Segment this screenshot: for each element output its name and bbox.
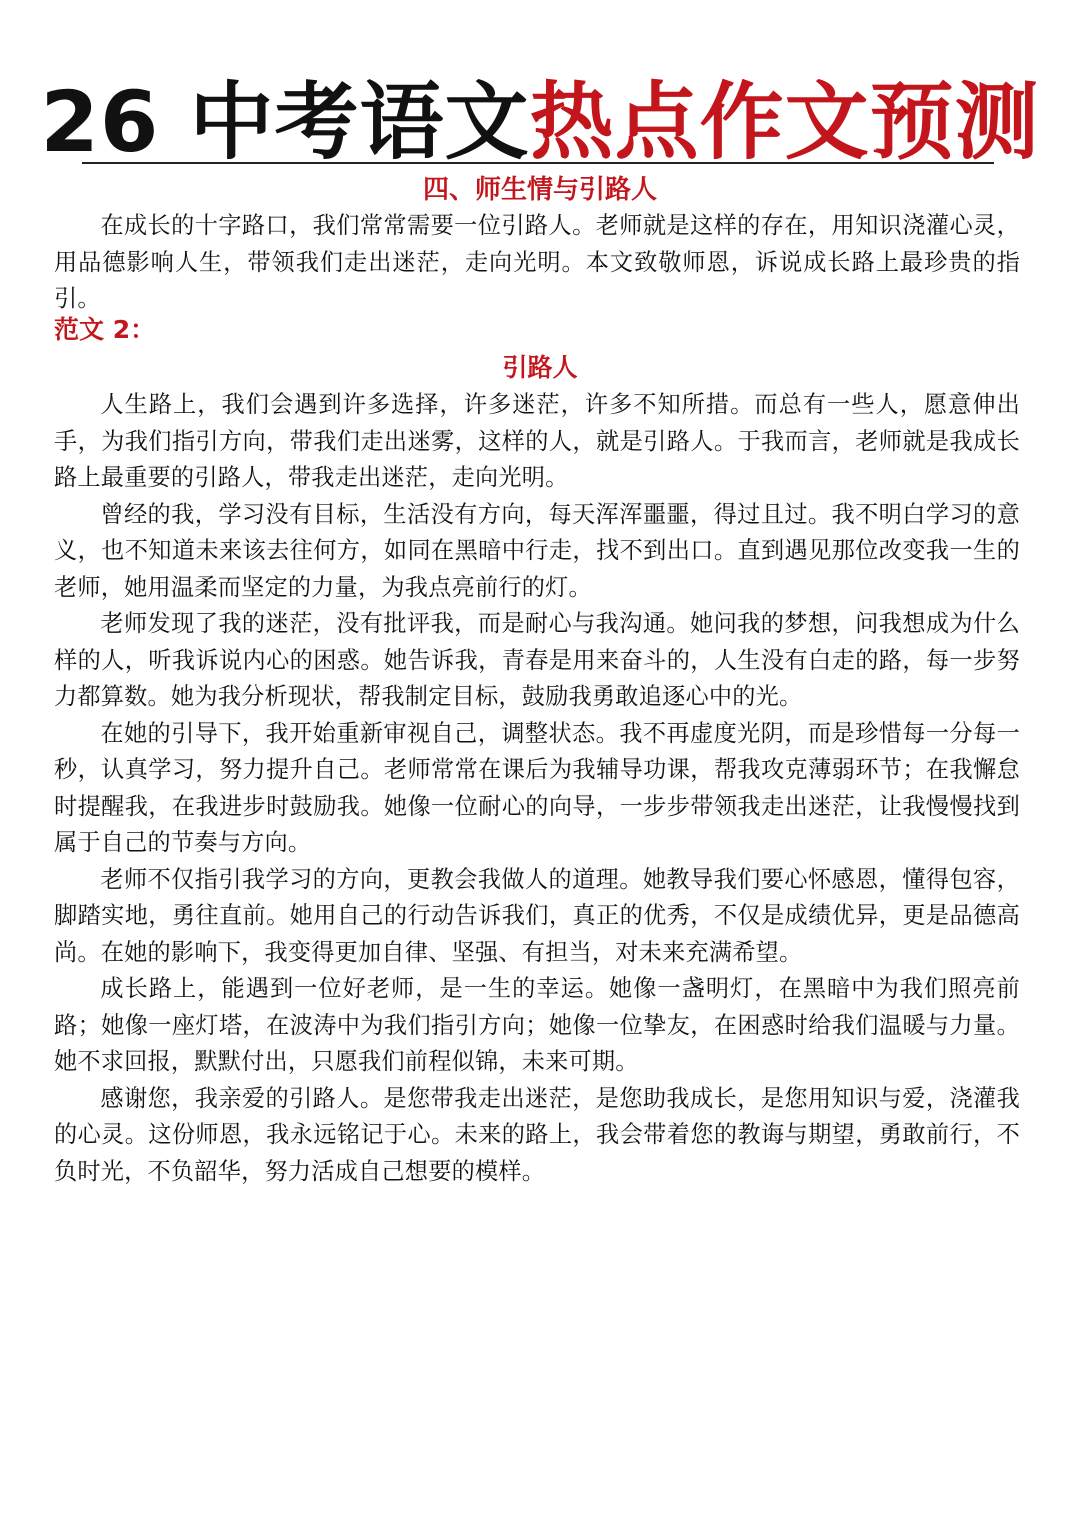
sample-essay-label: 范文 2： <box>54 315 156 344</box>
essay-paragraph: 成长路上，能遇到一位好老师，是一生的幸运。她像一盏明灯，在黑暗中为我们照亮前路；她像一座灯塔，在波涛中为我们指引方向；她像一位挚友，在困惑时给我们温暖与力量。她不求回报，默默付出，只愿我们前程似锦，未来可期。 <box>54 975 1020 1075</box>
intro-paragraph: 在成长的十字路口，我们常常需要一位引路人。老师就是这样的存在，用知识浇灌心灵，用品德影响人生，带领我们走出迷茫，走向光明。本文致敬师恩，诉说成长路上最珍贵的指引。 <box>54 212 1020 312</box>
title-underline-divider <box>82 162 994 164</box>
title-black-part: 26 中考语文 <box>40 73 530 171</box>
essay-paragraph: 曾经的我，学习没有目标，生活没有方向，每天浑浑噩噩，得过且过。我不明白学习的意义，也不知道未来该去往何方，如同在黑暗中行走，找不到出口。直到遇见那位改变我一生的老师，她用温柔而坚定的力量，为我点亮前行的灯。 <box>54 500 1020 601</box>
essay-body <box>54 387 1020 1190</box>
essay-paragraph: 老师不仅指引我学习的方向，更教会我做人的道理。她教导我们要心怀感恩，懂得包容，脚踏实地，勇往直前。她用自己的行动告诉我们，真正的优秀，不仅是成绩优异，更是品德高尚。在她的影响下，我变得更加自律、坚强、有担当，对未来充满希望。 <box>54 865 1020 966</box>
page-title <box>0 74 1080 170</box>
essay-paragraph: 老师发现了我的迷茫，没有批评我，而是耐心与我沟通。她问我的梦想，问我想成为什么样的人，听我诉说内心的困惑。她告诉我，青春是用来奋斗的，人生没有白走的路，每一步努力都算数。她为我分析现状，帮我制定目标，鼓励我勇敢追逐心中的光。 <box>54 610 1020 710</box>
essay-paragraph: 人生路上，我们会遇到许多选择，许多迷茫，许多不知所措。而总有一些人，愿意伸出手，为我们指引方向，带我们走出迷雾，这样的人，就是引路人。于我而言，老师就是我成长路上最重要的引路人，带我走出迷茫，走向光明。 <box>54 391 1020 491</box>
title-red-part: 热点作文预测 <box>529 73 1040 171</box>
essay-paragraph: 感谢您，我亲爱的引路人。是您带我走出迷茫，是您助我成长，是您用知识与爱，浇灌我的心灵。这份师恩，我永远铭记于心。未来的路上，我会带着您的教诲与期望，勇敢前行，不负时光，不负韶华，努力活成自己想要的模样。 <box>54 1084 1020 1185</box>
essay-paragraph: 在她的引导下，我开始重新审视自己，调整状态。我不再虚度光阴，而是珍惜每一分每一秒，认真学习，努力提升自己。老师常常在课后为我辅导功课，帮我攻克薄弱环节；在我懈怠时提醒我，在我进步时鼓励我。她像一位耐心的向导，一步步带领我走出迷茫，让我慢慢找到属于自己的节奏与方向。 <box>54 719 1020 856</box>
essay-title: 引路人 <box>502 353 578 382</box>
section-heading: 四、师生情与引路人 <box>422 175 657 205</box>
section-intro <box>54 208 1020 318</box>
